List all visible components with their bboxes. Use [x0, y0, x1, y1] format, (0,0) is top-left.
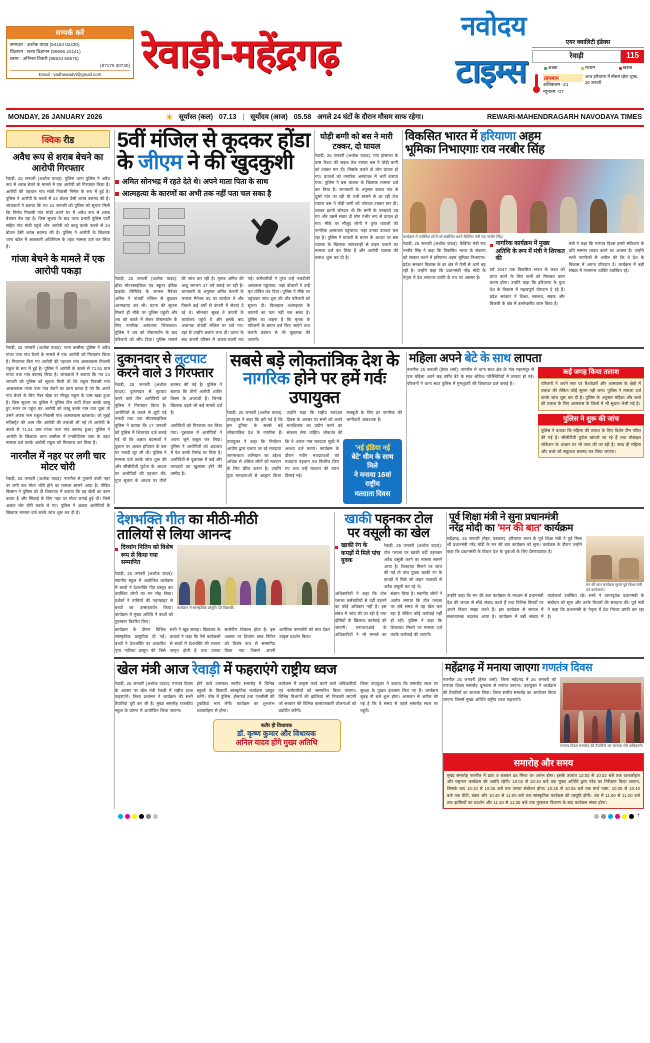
republic-day-story: [442, 662, 644, 809]
haryana-headline-line2: भूमिका निभाएगाः राव नरबीर सिंह: [405, 142, 545, 157]
robbery-body: रेवाड़ी, 25 जनवरी (अशोक यादव): दुकानदार से लूटपाट करने वाले तीन आरोपियों को पुलिस ने गिरफ्तार किया है। आरोपियों के कब्जे से लूटी गई नकदी तथा एक मोटरसाइकिल बरामद की गई है। पुलिस ने बताया कि तीनों आरोपी शातिर किस्म के अपराधी हैं। जिनके खिलाफ पहले भी कई मामले दर्ज हैं।: [115, 382, 222, 422]
contact-box: [6, 26, 134, 79]
main-content: [6, 127, 644, 819]
voter-body2: उपायुक्त ने कहा कि निर्वाचन आयोग द्वारा चलाए जा रहे मतदाता जागरूकता अभियान का उद्देश्य अधिक से अधिक लोगों को मतदान के लिए प्रेरित करना है। उन्होंने युवा मतदाताओं से आह्वान किया कि वे अपना नाम मतदाता सूची में अवश्य दर्ज कराएं। कार्यक्रम के दौरान नवीन मतदाताओं को मतदाता पहचान पत्र वितरित किए गए तथा उन्हें मतदान की शपथ दिलाई गई।: [227, 439, 340, 479]
sunset-time: 07.13: [218, 114, 237, 121]
toll-body: रेवाड़ी, 25 जनवरी (अशोक यादव): टोल प्लाजा पर खाकी वर्दी पहनकर अवैध वसूली करने का मामला सामने आया है। शिकायत मिलने पर जांच की गई तो पांच युवक खाकी रंग के कपड़ों में मिले जो वाहन चालकों से अवैध वसूली कर रहे थे।: [384, 543, 442, 590]
temperature-min: न्यूनतम -07: [543, 90, 564, 96]
sports-minister-story: [114, 662, 438, 809]
missing-headline-highlight: बेटे के साथ: [464, 350, 511, 365]
publication-date: MONDAY, 26 JANUARY 2026: [8, 114, 103, 121]
robbery-headline: दुकानदार से लूटपाट करने वाले 3 गिरफ्तार: [117, 350, 214, 381]
minister-photo-caption: कार्यक्रम में उपस्थित लोगों को संबोधित करते कैबिनेट मंत्री राव नरबीर सिंह।: [403, 235, 504, 240]
row2-divider: [114, 507, 644, 509]
callout-line3: ने मनाया 16वां राष्ट्रीय: [354, 472, 392, 489]
robbery-headline-highlight: लूटपाट: [174, 350, 207, 366]
weather-note: आज हरियाणा में मौसम रहेगा शुष्क, 26 जनवरी: [585, 74, 639, 86]
quick-read-label-red: क्विक: [41, 134, 61, 145]
republic-headline-highlight: गणतंत्र दिवस: [542, 662, 593, 675]
sports-body2: होने वाले उपमंडल स्तरीय समारोह में विभिन्न स्कूलों के विद्यार्थी सांस्कृतिक कार्यक्रम प्रस्तुत करेंगे। परेड में पुलिस, होमगार्ड तथा एनसीसी की टुकड़ियां भाग लेंगी। कार्यक्रम का शुभारंभ ध्वजारोहण से होगा।: [196, 680, 275, 714]
sports-headline-highlight: रेवाड़ी: [192, 661, 220, 678]
patriotic-song-story: [114, 512, 330, 655]
buggy-headline: घोड़ी बग्गी को बस ने मारी टक्कर, दो घायल: [320, 132, 393, 151]
ceremony-box-body: मुख्य समारोह नारनौल में प्रातः 9 बजकर 58 मिनट पर आरंभ होगा। इसके उपरांत 10:00 से 10:02 बजे तक ध्वजारोहण और राष्ट्रगान कार्यक्रम की अवधि रहेगी। 10:02 से 10:10 बजे तक मुख्य अतिथि द्वारा परेड का निरीक्षण किया जाएगा, जिसके बाद 10:10 से 10:25 बजे तक उनका संबोधन होगा। 10:25 से 10:35 बजे तक मार्च पास्ट, 10:35 से 10:40 बजे तक पीटी, डंबल और 10:40 से 11:00 बजे तक सांस्कृतिक कार्यक्रम की प्रस्तुति होगी। अंत में 11:00 से 11:20 बजे तक झांकियों का प्रदर्शन और 11:20 से 11:30 बजे तक पुरस्कार वितरण के बाद कार्यक्रम संपन्न होगा।: [447, 772, 640, 805]
sidebar-story3-body: रेवाड़ी, 25 जनवरी (अशोक यादव): नारनौल से गुजरने वाली नहर पर लगी चार मोटर चोरी होने का मामला सामने आया है। पीड़ित किसान ने पुलिस को दी शिकायत में बताया कि वह खेती का काम करता है और सिंचाई के लिए नहर पर मोटर लगाई हुई थी। जिसे अज्ञात चोर चोरी करके ले गए। पुलिस ने अज्ञात आरोपियों के खिलाफ मामला दर्ज करके जांच शुरू कर दी है।: [6, 475, 110, 515]
haryana-story: [402, 130, 644, 344]
mann-photo-caption: मन की बात कार्यक्रम सुनते पूर्व शिक्षा मंत्री एवं कार्यकर्ता।: [586, 582, 642, 592]
haryana-body: रेवाड़ी, 25 जनवरी (अशोक यादव): कैबिनेट मंत्री राव नरबीर सिंह ने कहा कि विकसित भारत के संकल्प को साकार करने में हरियाणा अहम भूमिका निभाएगा। प्रदेश सरकार विकास के हर क्षेत्र में तेजी से आगे बढ़ रही है। उन्होंने कहा कि प्रधानमंत्री नरेंद्र मोदी के नेतृत्व में देश लगातार प्रगति के पथ पर अग्रसर है।: [403, 241, 486, 281]
haryana-body3: मंत्री ने कहा कि गणतंत्र दिवस हमारे संविधान के प्रति सम्मान व्यक्त करने का अवसर है। उन्होंने सभी नागरिकों से अपील की कि वे देश के विकास में अपना योगदान दें। कार्यक्रम में बड़ी संख्या में गणमान्य व्यक्ति उपस्थित रहे।: [568, 241, 644, 274]
toll-headline: खाकी पहनकर टोल पर वसूली का खेल: [344, 510, 433, 540]
lead-headline-highlight: जीएम: [138, 151, 183, 175]
voter-body: रेवाड़ी, 25 जनवरी (अशोक यादव): उपायुक्त ने कहा कि हमें गर्व है कि हम दुनिया के सबसे बड़े लोकतांत्रिक देश के नागरिक हैं। उन्होंने कहा कि राष्ट्रीय मतदाता दिवस के अवसर पर सभी को अपने मताधिकार का प्रयोग करने का संकल्प लेना चाहिए। लोकतंत्र की मजबूती के लिए हर नागरिक की भागीदारी आवश्यक है।: [227, 409, 402, 436]
aqi-value: 115: [621, 50, 644, 63]
toll-headline-highlight: खाकी: [344, 510, 372, 526]
contact-box-header: सम्पर्क करें: [7, 27, 133, 39]
sports-body3: कार्यक्रम में उत्कृष्ट कार्य करने वाले अधिकारियों एवं कर्मचारियों को सम्मानित किया जाएगा। विभिन्न विभागों की झांकियां भी निकाली जाएंगी जो सरकार की विभिन्न कल्याणकारी योजनाओं को प्रदर्शित करेंगी।: [278, 680, 357, 714]
republic-preparation-photo: [560, 677, 644, 743]
mann-ki-baat-story: [446, 512, 644, 655]
cultural-photo-caption: कार्यक्रम में सांस्कृतिक प्रस्तुति देते विद्यार्थी।: [177, 606, 235, 611]
newspaper-title-block: [138, 11, 528, 104]
aqi-legend-moderate: मध्यम: [581, 65, 595, 71]
missing-headline: महिला अपने बेटे के साथ लापता: [409, 350, 542, 365]
print-registration-strip: [114, 809, 644, 819]
ceremony-box-title: समारोह और समय: [444, 754, 643, 771]
robbery-body2: पुलिस ने बताया कि 17 जनवरी को पुलिस में शिकायत दर्ज कराई गई थी कि अज्ञात बदमाशों ने दुकान पर आकर हथियार के बल पर नकदी लूट ली थी। पुलिस ने मामला दर्ज करके जांच शुरू की और सीसीटीवी फुटेज के आधार पर आरोपियों की पहचान की। गुप्त सूचना के आधार पर तीनों आरोपियों को गिरफ्तार कर लिया गया। पूछताछ में आरोपियों ने अपना जुर्म कबूल कर लिया। पुलिस ने आरोपियों को अदालत में पेश करके रिमांड पर लिया है। आरोपियों से पूछताछ में कई और वारदातों का खुलासा होने की उम्मीद है।: [115, 423, 222, 483]
toll-body2: अधिकारियों ने कहा कि टोल प्लाजा कर्मचारियों से वर्दी पहनने का कोई अधिकार नहीं है। इस संबंध में जांच की जा रही है तथा दोषियों के खिलाफ कार्रवाई की जाएगी। एनएचएआई के अधिकारियों ने भी मामले का संज्ञान लिया है। स्थानीय लोगों ने आरोप लगाया कि टोल प्लाजा पर लंबे समय से यह खेल चल रहा है लेकिन कोई कार्रवाई नहीं हो रही। पुलिस ने कहा कि शिकायत मिलने पर मामला दर्ज करके कार्रवाई की जाएगी।: [335, 590, 442, 637]
callout-line2: बेटे' थीम के साथ मिले: [351, 454, 394, 471]
sunrise-label: सूर्योदय (आज): [250, 114, 288, 121]
missing-subbox2-title: पुलिस ने शुरू की जांच: [538, 414, 644, 425]
patriotic-headline: देशभक्ति गीत का मीठी-मीठी तालियों से लिया आनन्द: [117, 510, 258, 543]
robbery-story: [114, 352, 222, 504]
minister-event-photo: [403, 159, 644, 233]
temperature-max: अधिकतम -21: [543, 83, 569, 88]
cmyk-dots-left: [118, 814, 158, 819]
republic-headline: महेंद्रगढ़ में मनाया जाएगा गणतंत्र दिवस: [445, 662, 593, 675]
air-quality-box: [532, 38, 644, 96]
jump-illustration-photo: [115, 202, 310, 274]
voter-headline-highlight: नागरिक: [242, 369, 290, 389]
row-4: [114, 662, 644, 809]
mann-body: महेंद्रगढ़, 25 जनवरी (मेहर, पत्रकार): हरियाणा भवन के पूर्व शिक्षा मंत्री ने पूर्व मिला श्री प्रधानमंत्री नरेंद्र मोदी के मन की बात कार्यक्रम को सुना। कार्यक्रम के दौरान उन्होंने कहा कि प्रधानमंत्री के विचार देश के युवाओं के लिए प्रेरणादायक हैं।: [447, 535, 582, 555]
sidebar-story2-body: रेवाड़ी, 25 जनवरी (अशोक यादव): थाना कसौला पुलिस ने अवैध गांजा पत्ता गांव बेचने के मामले में एक आरोपी को गिरफ्तार किया है। गिरफ्तार किए गए आरोपी की पहचान गांव आसलवास निवासी राहुल के रूप में हुई है। पुलिस ने आरोपी के कब्जे से 71.51 ग्राम गांजा पत्ता गांव बरामद किया है। जांचकर्ता ने बताया कि गत 24 जनवरी को पुलिस को सूचना मिली थी कि राहुल निवासी गांव आसलवास गांजा पत्ता गांव बेचने का काम करता है जो कि अपने गांव बेचने के लिए गैंबर खेड़ा पर मौजूद राहुल के पास खड़ा हुआ है। जिस सूचना पर पुलिस ने पुलिस टीम पार्टी तैयार करके काबू हुए स्थान पर पहुंच कर आरोपी को काबू करके नाम पता पूछा तो उसने अपना नाम राहुल निवासी गांव आसलवास बतलाया। जो मुद्दई मजिस्ट्रेट की आम तौर आरोपी की तलाशी ली गई तो आरोपी के कब्जे से 71.51 ग्राम गांजा पत्ता गांव बरामद हुआ। पुलिस ने आरोपी के खिलाफ थाना कसौला में एनडीपीएस एक्ट के तहत मामला दर्ज करके आरोपी राहुल को गिरफ्तार कर लिया है।: [6, 345, 110, 446]
temperature-label: तापमान: [543, 74, 583, 82]
missing-woman-story: [406, 352, 644, 504]
mann-headline-highlight: 'मन की बात': [497, 522, 542, 534]
sunset-label: सूर्यास्त (कल): [178, 114, 213, 121]
contact-email: Email : vadhwaadvt@gmail.com: [10, 70, 130, 77]
buggy-accident-story: [314, 130, 398, 344]
sports-body: रेवाड़ी, 25 जनवरी (अशोक यादव): गणतंत्र दिवस के अवसर पर खेल मंत्री रेवाड़ी में राष्ट्रीय ध्वज फहराएंगे। जिला प्रशासन ने कार्यक्रम की सभी तैयारियां पूरी कर ली हैं। मुख्य समारोह राजकीय स्कूल के प्रांगण में आयोजित किया जाएगा।: [115, 680, 193, 714]
row-1: [114, 130, 644, 344]
badge-line2: डॉ. कृष्ण कुमार और विधायक: [237, 728, 316, 738]
sports-body4: जिला उपायुक्त ने बताया कि समारोह स्थल पर सुरक्षा के पुख्ता इंतजाम किए गए हैं। कार्यक्रम सुबह नौ बजे शुरू होगा। आमजन से अपील की गई है कि वे समय से पहले समारोह स्थल पर पहुंचें।: [360, 680, 438, 714]
aqi-title: एयर क्वालिटी इंडेक्स: [532, 38, 644, 48]
sidebar-story3-headline: नारनौल में नहर पर लगी चार मोटर चोरी: [10, 451, 106, 474]
voter-headline: सबसे बड़े लोकतांत्रिक देश के नागरिक होने पर हमें गर्वः उपायुक्त: [230, 350, 399, 407]
quick-read-tab: [6, 130, 110, 148]
cultural-program-photo: [177, 545, 330, 605]
mann-headline: पूर्व शिक्षा मंत्री ने सुना प्रधानमंत्री नरेंद्र मोदी का 'मन की बात' कार्यक्रम: [449, 511, 574, 534]
title-rewari-mahendragarh: रेवाड़ी-महेंद्रगढ़: [142, 32, 339, 76]
aqi-legend-good: अच्छा: [544, 65, 558, 71]
lead-bullet: अमित सोनभद्र में रहते देते थे। अपने माता पिता के साथ: [115, 177, 310, 186]
lead-bullet: आत्महत्या के कारणों का अभी तक नहीं पता चल सका है: [115, 189, 310, 198]
patriotic-body: रेवाड़ी, 25 जनवरी (अशोक यादव): स्थानीय स्कूल में आयोजित कार्यक्रम में बच्चों ने देशभक्ति गीत प्रस्तुत कर उपस्थित लोगों का मन मोह लिया। दर्शकों ने तालियों की गड़गड़ाहट से बच्चों का उत्साहवर्धन किया। कार्यक्रम में मुख्य अतिथि ने बच्चों को पुरस्कार वितरित किए।: [115, 570, 173, 624]
right-area: [114, 130, 644, 819]
aqi-legend-poor: खराब: [619, 65, 632, 71]
patriotic-headline-highlight: देशभक्ति गीत: [117, 510, 185, 527]
republic-body: नारनौल 25 जनवरी (हेमंत शर्मा): जिला महेंद्रगढ़ में 26 जनवरी को गणतंत्र दिवस समारोह धूमधाम से मनाया जाएगा। उपायुक्त ने कार्यक्रम की तैयारियों का जायजा लिया। जिला स्तरीय समारोह का आयोजन किया जाएगा जिसमें मुख्य अतिथि राष्ट्रीय ध्वज फहराएंगे।: [443, 676, 556, 702]
forecast-text: अगले 24 घंटों के दौरान मौसम साफ रहेगा।: [317, 114, 424, 121]
ceremony-schedule-box: [443, 753, 644, 810]
callout-line1: 'नई इंडिया नई: [354, 445, 391, 453]
row-2: [114, 352, 644, 504]
lead-bullets: [115, 177, 310, 199]
cmyk-dots-right: [594, 813, 640, 819]
callout-line4: मतदाता दिवस: [354, 490, 391, 498]
contact-line: प्रसार : अभिनव तिवारी (98534 66575): [10, 56, 79, 62]
left-sidebar: [6, 130, 110, 819]
contact-line: समाचार : अशोक यादव (94163 02430): [10, 42, 80, 47]
lead-story: [114, 130, 310, 344]
sidebar-story2-headline: गांजा बेचने के मामले में एक आरोपी पकड़ा: [11, 254, 105, 277]
haryana-body2: वर्ष 2047 तक विकसित भारत के लक्ष्य को प्राप्त करने के लिए सभी को मिलकर काम करना होगा। उन्होंने कहा कि हरियाणा के युवा देश के विकास में महत्वपूर्ण योगदान दे रहे हैं। प्रदेश सरकार ने शिक्षा, स्वास्थ्य, सड़क और बिजली के क्षेत्र में उल्लेखनीय काम किया है।: [489, 266, 565, 306]
date-bar: MONDAY, 26 JANUARY 2026 ☀ सूर्यास्त (कल) 07.13 | सूर्योदय (आज) 05.58 अगले 24 घंटों के दौरान मौसम साफ रहेगा। REWARI-MAHENDRAGARH NAVODAYA TIMES: [8, 113, 642, 122]
thermometer-icon: [532, 74, 541, 93]
aqi-legend: [532, 65, 644, 71]
patriotic-bullet: दिव्यांग नितिन को विशेष रूप से किया गया सम्मानित: [115, 545, 173, 568]
missing-subbox2-body: पुलिस ने बताया कि महिला की तलाश के लिए विशेष टीम गठित की गई है। सीसीटीवी फुटेज खंगाले जा रहे हैं तथा मोबाइल लोकेशन के आधार पर भी जांच की जा रही है। जल्द ही महिला और बच्चे को सकुशल बरामद कर लिया जाएगा।: [541, 428, 641, 454]
lead-headline-line2b: ने की खुदकुशी: [182, 151, 294, 175]
row3-divider: [114, 657, 644, 659]
edition-name: REWARI-MAHENDRAGARH NAVODAYA TIMES: [486, 114, 642, 121]
voter-day-story: [226, 352, 402, 504]
toll-khaki-story: [334, 512, 442, 655]
masthead: [6, 0, 644, 106]
missing-subbox1-title: कई जगह किया तलाश: [538, 367, 644, 378]
sidebar-story1-headline: अवैध रूप से शराब बेचने का आरोपी गिरफ्तार: [12, 152, 104, 173]
lead-body: रेवाड़ी, 25 जनवरी (अशोक यादव): होंडा मोटरसाइकिल एंड स्कूटर इंडिया प्राइवेट लिमिटेड के जनरल मैनेजर अमित ने पांचवीं मंजिल से कूदकर आत्महत्या कर ली। घटना की सूचना मिलते ही मौके पर पुलिस पहुंची और शव को कब्जे में लेकर पोस्टमार्टम के लिए नागरिक अस्पताल भिजवाया। पुलिस ने शव को पोस्टमार्टम के बाद परिजनों को सौंप दिया। पुलिस मामले की जांच कर रही है। मृतक अमित की आयु लगभग 47 वर्ष बताई जा रही है। जानकारी के अनुसार अमित कंपनी के जनरल मैनेजर पद पर कार्यरत थे और पिछले कई वर्षों से कंपनी में सेवाएं दे रहे थे। सोमवार सुबह वे कंपनी के कार्यालय पहुंचे थे और इसके बाद अचानक पांचवीं मंजिल पर चले गए। वहां से उन्होंने छलांग लगा दी। घटना के बाद कंपनी परिसर में अफरा-तफरी मच गई। कर्मचारियों ने तुरंत उन्हें नजदीकी अस्पताल पहुंचाया, जहां डॉक्टरों ने उन्हें मृत घोषित कर दिया। पुलिस ने मौके पर पहुंचकर जांच शुरू की और परिजनों को सूचना दी। फिलहाल आत्महत्या के कारणों का पता नहीं चल सका है। पुलिस का कहना है कि मृतक के परिजनों के बयान दर्ज किए जाएंगे तथा कंपनी प्रबंधन से भी पूछताछ की जाएगी।: [115, 275, 310, 343]
lead-headline-line1: 5वीं मंजिल से कूदकर होंडा: [117, 129, 311, 152]
handcuffs-photo: [6, 281, 110, 343]
sidebar-story1-body: रेवाड़ी, 25 जनवरी (अशोक यादव): पुलिस थाना पुलिस ने अवैध रूप से शराब बेचने के मामले में एक आरोपी को गिरफ्तार किया है। आरोपी की पहचान गांव मांडी निवासी निर्मल के रूप में हुई है। पुलिस ने आरोपी के कब्जे से 24 बोतल देसी शराब बरामद की है। जांचकर्ता ने बताया कि गत 24 जनवरी को पुलिस को सूचना मिली कि निर्मल निवासी गांव मांडी अपने घर में अवैध रूप से शराब बेचकर बेच रहा है। जिस सूचना के बाद थाना प्रभारी पुलिस पार्टी सहित गांव मांडी पहुंचे और आरोपी को काबू करके कब्जे से 24 बोतल देसी शराब बरामद की है। पुलिस ने आरोपी के खिलाफ थाना खोल में आबकारी अधिनियम के तहत मामला दर्ज कर लिया है।: [6, 175, 110, 249]
lead-headline-line2a: के: [117, 151, 139, 175]
row-3: [114, 512, 644, 655]
voter-callout-box: [343, 439, 402, 504]
republic-photo-caption: गणतंत्र दिवस समारोह की तैयारियों का जायजा लेते अधिकारी।: [560, 743, 644, 748]
registration-cross: +: [636, 813, 640, 820]
title-navodaya: नवोदय: [461, 11, 526, 41]
sun-icon: ☀: [165, 113, 173, 122]
toll-bullet: खाकी रंग के कपड़ों में मिले पांच युवक: [335, 543, 381, 566]
haryana-bullet: नागरिक कार्यक्रम में मुख्य अतिथि के रूप में मंत्री ने शिरकत की: [490, 241, 565, 264]
missing-subbox1-body: परिजनों ने अपने स्तर पर रिश्तेदारों और आसपास के क्षेत्रों में तलाश की लेकिन कोई सुराग नहीं लगा। पुलिस ने मामला दर्ज करके जांच शुरू कर दी है। पुलिस के अनुसार महिला और बच्चे की तलाश के लिए आसपास के जिलों में भी सूचना भेजी गई है।: [541, 381, 641, 407]
buggy-body: रेवाड़ी, 25 जनवरी (अशोक यादव): गांव हांसाका के पास रिश्ता की सड़क तेज रफ्तार बस ने घोड़ी बग्गी को टक्कर मार दी। जिसके चलते दो लोग घायल हो गए। घायलों को नागरिक अस्पताल में भर्ती कराया गया। पुलिस ने बस चालक के खिलाफ मामला दर्ज कर लिया है। जानकारी के अनुसार बारात गांव से दूसरे गांव जा रही थी तभी सामने से आ रही तेज रफ्तार बस ने घोड़ी बग्गी को जोरदार टक्कर मार दी। टक्कर इतनी जोरदार थी कि बग्गी के परखच्चे उड़ गए और उसमें सवार दो लोग गंभीर रूप से घायल हो गए। मौके पर मौजूद लोगों ने तुरंत घायलों को नागरिक अस्पताल पहुंचाया। जहां उनका उपचार चल रहा है। पुलिस ने घायलों के बयान के आधार पर बस चालक के खिलाफ लापरवाही से वाहन चलाने का मामला दर्ज कर लिया है और आरोपी चालक की तलाश शुरू कर दी है।: [315, 153, 398, 261]
patriotic-body2: कार्यक्रम के दौरान विभिन्न सांस्कृतिक प्रस्तुतियां दी गईं। बच्चों ने देशभक्ति पर आधारित नृत्य नाटिका प्रस्तुत की जिसे सभी ने खूब सराहा। विद्यालय के प्राचार्य ने कहा कि ऐसे कार्यक्रमों से बच्चों में देशभक्ति की भावना जागृत होती है तथा उनका सर्वांगीण विकास होता है। इस अवसर पर दिव्यांग छात्र नितिन को विशेष रूप से सम्मानित किया गया जिसने अपनी शारीरिक कमजोरी को मात देकर उत्कृष्ट प्रदर्शन किया।: [115, 627, 330, 653]
badge-line3: अनिल यादव होंगे मुख्य अतिथि: [235, 738, 318, 748]
sports-headline: खेल मंत्री आज रेवाड़ी में फहराएंगे राष्ट्रीय ध्वज: [117, 661, 337, 678]
haryana-headline: विकसित भारत में हरियाणा अहम भूमिका निभाएगाः राव नरबीर सिंह: [405, 129, 545, 157]
haryana-headline-highlight: हरियाणा: [480, 129, 516, 143]
contact-line: विज्ञापन : सत्या विज्ञापन (98996 22141): [10, 49, 81, 55]
missing-body: नारनौल 25 जनवरी (हेमंत शर्मा): नारनौल में थाना सदर क्षेत्र के गांव महरमपुर से एक महिला अपने छह वर्षीय बेटे के साथ संदिग्ध परिस्थितियों में लापता हो गई। परिजनों ने थाना सदर पुलिस में गुमशुदगी की शिकायत दर्ज कराई है।: [407, 367, 535, 386]
title-times: टाइम्स: [455, 52, 526, 89]
lead-headline: [115, 130, 310, 174]
contact-line: (97179 30730): [100, 63, 130, 69]
mann-body2: उन्होंने कहा कि मन की बात कार्यक्रम के माध्यम से प्रधानमंत्री देश की जनता से सीधे संवाद करते हैं तथा विभिन्न विषयों पर अपने विचार साझा करते हैं। इस कार्यक्रम से समाज में सकारात्मक बदलाव आया है। कार्यक्रम में बड़ी संख्या में कार्यकर्ता उपस्थित रहे। सभी ने ध्यानपूर्वक प्रधानमंत्री के संबोधन को सुना और उनके विचारों की सराहना की। पूर्व मंत्री ने कहा कि प्रधानमंत्री के नेतृत्व में देश निरंतर प्रगति कर रहा है।: [447, 593, 644, 619]
mann-ki-baat-photo: [586, 536, 644, 582]
chief-guest-badge: [213, 719, 341, 752]
aqi-city: रेवाड़ी: [532, 50, 621, 63]
sunrise-time: 05.58: [293, 114, 312, 121]
row1-divider: [114, 347, 644, 349]
quick-read-label: रीड: [60, 134, 75, 145]
badge-line1: बतौर ही विधायक: [261, 722, 292, 729]
